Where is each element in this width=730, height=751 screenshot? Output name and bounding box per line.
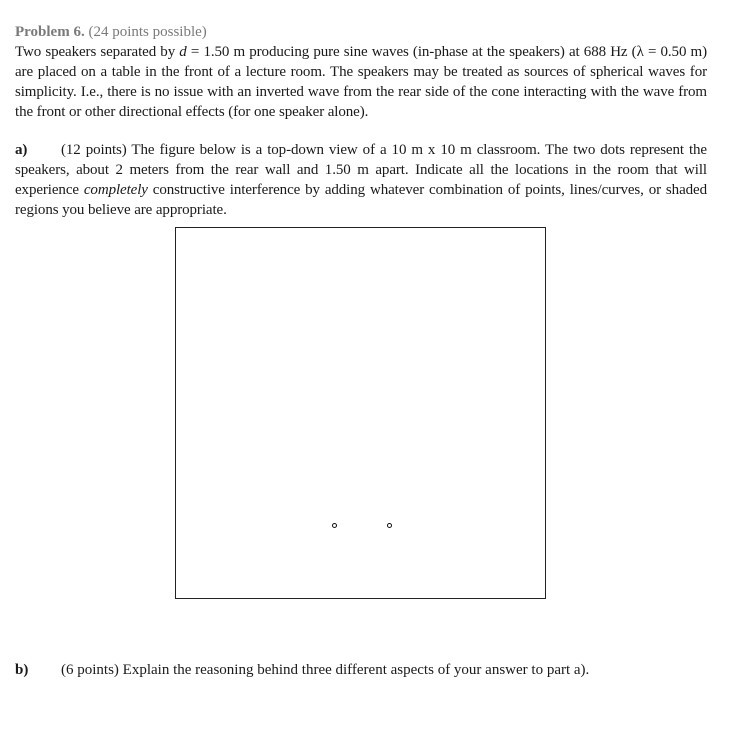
speaker-dot-right (387, 523, 392, 528)
speaker-dot-left (332, 523, 337, 528)
part-a-text-start: (12 points) The figure below is a top-down view of a 10 m x 10 m classroom. The two dots represent the speakers, about 2 meters from the rear wall and 1.50 m apart. Indicate all the locations in the room that will experience (15, 142, 707, 198)
part-a-text-end: constructive interference by adding whatever combination of points, lines/curves, or shaded regions you believe are appropriate. (15, 182, 707, 218)
problem-heading (15, 22, 707, 42)
classroom-figure[interactable] (175, 227, 546, 599)
problem-title: Problem 6. (15, 24, 85, 40)
part-b-label: b) (15, 662, 29, 678)
problem-intro (15, 42, 707, 122)
problem-points: (24 points possible) (88, 24, 207, 40)
part-a-emphasis: completely (83, 182, 148, 198)
intro-text-start: Two speakers separated by (15, 44, 180, 60)
intro-text-rest: = 1.50 m producing pure sine waves (in-phase at the speakers) at 688 Hz (λ = 0.50 m) are placed on a table in the front of a lecture room. The speakers may be treated as sources of spherical waves for simplicity. I.e., there is no issue with an inverted wave from the rear side of the cone interacting with the wave from the front or other directional effects (for one speaker alone). (15, 44, 707, 120)
part-b-text: (6 points) Explain the reasoning behind three different aspects of your answer to part a). (61, 662, 590, 678)
part-b-question (15, 660, 589, 680)
part-a-question (15, 140, 707, 220)
problem-page (15, 22, 707, 220)
part-a-label: a) (15, 142, 28, 158)
d-symbol: d (179, 44, 187, 60)
